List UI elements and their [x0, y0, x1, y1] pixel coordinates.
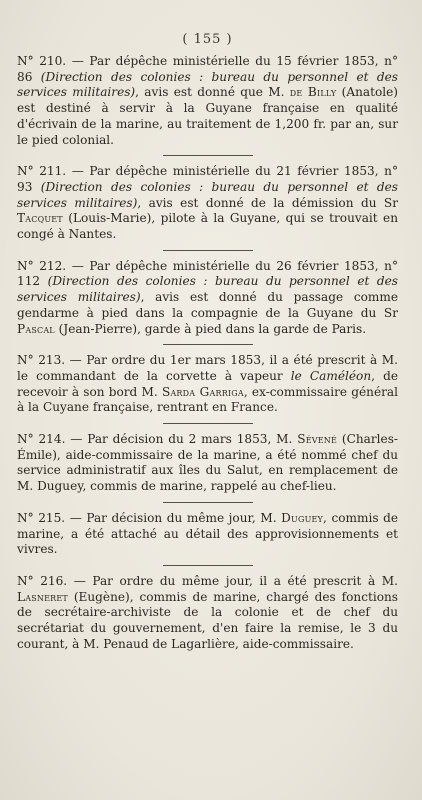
entry-212 [17, 259, 398, 338]
entry-text: — Par dépêche ministérielle du 15 février 1853, n° 86 [17, 54, 399, 84]
entry-name: Pascal [17, 321, 55, 336]
entry-number: N° 215. [17, 510, 66, 525]
entry-number: N° 213. [17, 353, 66, 368]
entry-text: , commis de marine, a été attaché au détail des approvisionnements et vivres. [17, 510, 398, 557]
entry-text: (Louis-Marie), pilote à la Guyane, qui se trouvait en congé à Nantes. [17, 211, 398, 242]
entry-215 [17, 511, 398, 558]
separator-rule [163, 250, 253, 251]
entry-text: — Par décision du même jour, M. [65, 510, 282, 525]
entry-text: , avis est donné du passage comme gendarme à pied dans la compagnie de la Guyane du Sr [17, 290, 398, 320]
entry-italic: (Direction des colonies : bureau du personnel et des services militaires) [17, 179, 398, 210]
entry-text: — Par dépêche ministérielle du 26 février 1853, n° 112 [17, 258, 399, 289]
entry-text: (Eugène), commis de marine, chargé des fonctions de secrétaire-archiviste de la colonie et de chef du secrétariat du gouvernement, d'en faire la remise, le 3 du courant, à M. Penaud de Lagarlière, aide-commissaire. [17, 589, 398, 651]
separator-rule [163, 502, 253, 503]
entry-name: Sarda Garriga [161, 384, 244, 399]
entry-214 [17, 432, 398, 495]
entry-name: Sévené [297, 432, 338, 447]
entry-text: — Par décision du 2 mars 1853, M. [65, 432, 298, 447]
separator-rule [163, 565, 253, 566]
entry-211 [17, 164, 398, 243]
page-number: ( 155 ) [182, 32, 233, 47]
entry-number: N° 212. [17, 258, 67, 273]
entry-text: , de recevoir à son bord M. [17, 368, 398, 399]
separator-rule [163, 344, 253, 345]
entry-text: (Anatole) est destiné à servir à la Guyane française en qualité d'écrivain de la marine, au traitement de 1,200 fr. par an, sur le pied colonial. [17, 85, 399, 147]
entry-text: — Par ordre du même jour, il a été prescrit à M. [67, 573, 398, 588]
entry-number: N° 211. [17, 164, 67, 179]
entry-216 [17, 574, 398, 653]
separator-rule [163, 423, 253, 424]
entry-name: Tacquet [17, 211, 63, 226]
entry-name: Lasneret [17, 589, 68, 604]
entry-number: N° 210. [17, 54, 67, 68]
entry-number: N° 214. [17, 432, 66, 447]
entry-text: (Charles-Émile), aide-commissaire de la marine, a été nommé chef du service administratif aux îles du Salut, en remplacement de M. Duguey, commis de marine, rappelé au chef-lieu. [17, 432, 398, 494]
entry-italic: (Direction des colonies : bureau du personnel et des services militaires) [17, 69, 398, 100]
separator-rule [163, 155, 253, 156]
entry-italic: (Direction des colonies : bureau du personnel et des services militaires) [17, 274, 398, 305]
entry-text: , avis est donné de la démission du Sr [137, 195, 398, 210]
entry-text: , avis est donné que M. [135, 85, 290, 100]
entry-text: (Jean-Pierre), garde à pied dans la garde de Paris. [54, 321, 367, 336]
entry-213 [17, 353, 398, 416]
entry-text: — Par ordre du 1er mars 1853, il a été prescrit à M. le commandant de la corvette à vapeur [17, 353, 398, 383]
entry-italic: le Caméléon [290, 368, 372, 383]
entry-text: , ex-commissaire général à la Cuyane française, rentrant en France. [17, 384, 398, 415]
entry-name: de Billy [289, 85, 337, 100]
entry-number: N° 216. [17, 573, 68, 588]
entry-text: — Par dépêche ministérielle du 21 février 1853, n° 93 [17, 164, 399, 194]
entry-210 [17, 54, 398, 148]
entry-name: Duguey [281, 510, 324, 525]
